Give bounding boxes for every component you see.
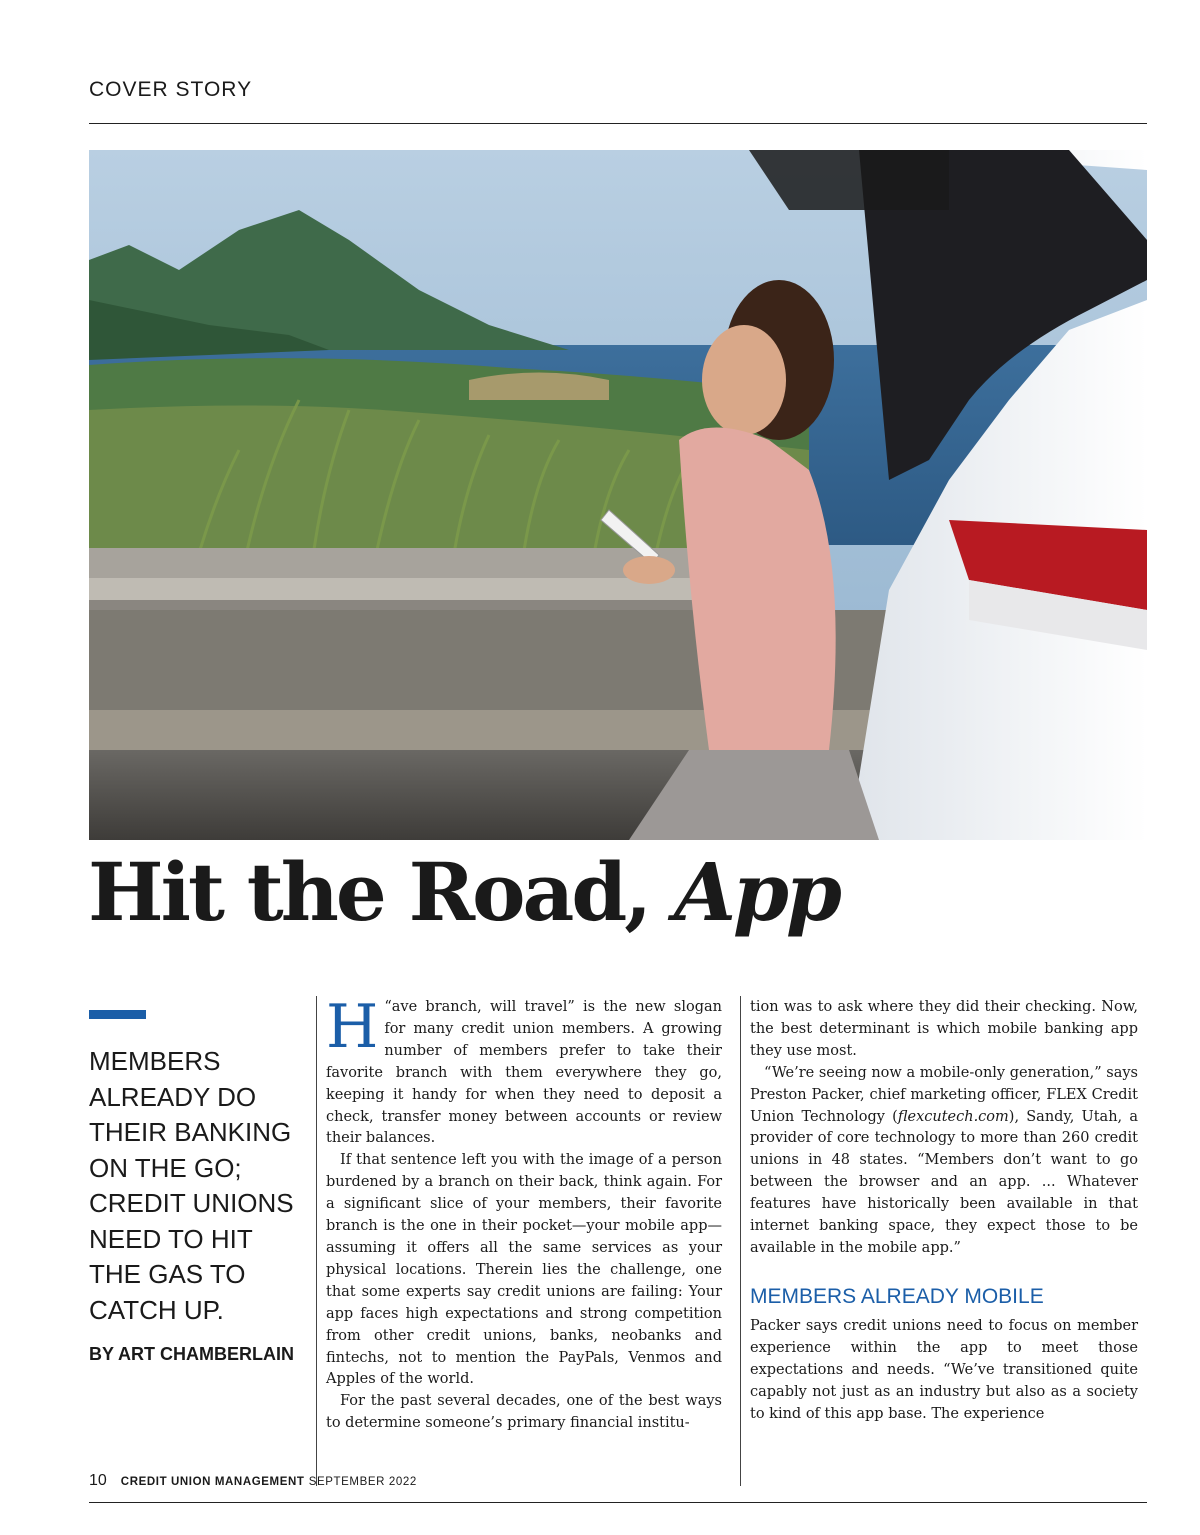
- column-rule-2: [740, 996, 741, 1486]
- paragraph: tion was to ask where they did their checking. Now, the best determinant is which mobile banking app they use most.: [750, 999, 1138, 1059]
- paragraph: [750, 1063, 1138, 1260]
- paragraph-text: ), Sandy, Utah, a provider of core technology to more than 260 credit unions in 48 states. “Members don’t want to go between the browser and an app. ... Whatever features have historically been available in that internet banking space, they expect those to be available in the mobile app.”: [750, 1108, 1138, 1256]
- paragraph-text: “We’re seeing now a mobile-only generation,” says Preston Packer, chief marketing officer, FLEX Credit Union Technology (: [750, 1064, 1138, 1125]
- page-footer: [89, 1472, 417, 1490]
- body-column-1: [326, 992, 723, 1435]
- page-number: 10: [89, 1472, 107, 1489]
- drop-cap: H: [326, 992, 379, 1062]
- issue-date: SEPTEMBER 2022: [308, 1476, 417, 1488]
- paragraph: [326, 992, 723, 1150]
- headline-main: Hit the Road,: [88, 845, 674, 939]
- bottom-rule: [89, 1502, 1147, 1503]
- open-quote: “: [384, 999, 392, 1015]
- article-headline: [88, 845, 839, 939]
- website-link: flexcutech.com: [897, 1108, 1009, 1125]
- accent-bar: [89, 1010, 146, 1019]
- hero-photo: [89, 150, 1147, 840]
- article-byline: BY ART CHAMBERLAIN: [89, 1344, 294, 1364]
- paragraph: Packer says credit unions need to focus on member experience within the app to meet those expectations and needs. “We’ve transitioned quite capably not just as an industry but also as a society to kind of this app base. The experience: [750, 1317, 1138, 1422]
- paragraph-text: A growing number of members prefer to take their favorite branch with them everywhere they go, keeping it handy for when they need to deposit a check, transfer money between accounts or review their balances.: [326, 1020, 723, 1147]
- section-label: COVER STORY: [89, 78, 253, 101]
- paragraph-text: ave branch, will travel” is the new slogan for many credit union members.: [384, 999, 722, 1037]
- article-deck: MEMBERS ALREADY DO THEIR BANKING ON THE GO; CREDIT UNIONS NEED TO HIT THE GAS TO CATCH UP.: [89, 1046, 294, 1325]
- paragraph: For the past several decades, one of the best ways to determine someone’s primary financial institu-: [326, 1393, 722, 1432]
- top-rule: [89, 123, 1147, 124]
- headline-italic: App: [673, 845, 839, 939]
- paragraph: If that sentence left you with the image of a person burdened by a branch on their back, think again. For a significant slice of your members, their favorite branch is the one in their pocket—your mobile app—assuming it offers all the same services as your physical locations. Therein lies the challenge, one that some experts say credit unions are failing: Your app faces high expectations and strong competition from other credit unions, banks, neobanks and fintechs, not to mention the PayPals, Venmos and Apples of the world.: [326, 1152, 722, 1388]
- body-column-2: [750, 997, 1138, 1425]
- subhead: MEMBERS ALREADY MOBILE: [750, 1284, 1044, 1308]
- publication-name: CREDIT UNION MANAGEMENT: [120, 1476, 305, 1488]
- column-rule-1: [316, 996, 317, 1486]
